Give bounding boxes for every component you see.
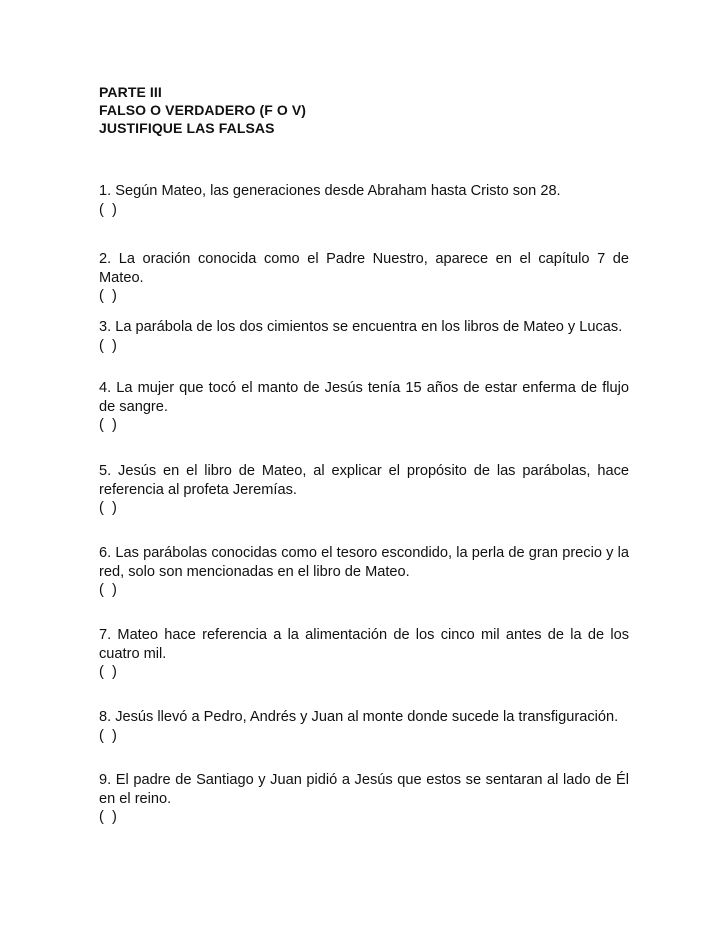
answer-blank[interactable]: ( ) [99, 727, 117, 744]
answer-blank[interactable]: ( ) [99, 417, 117, 433]
question-text: 9. El padre de Santiago y Juan pidió a Jesús que estos se sentaran al lado de Él en el reino. [99, 772, 629, 807]
question-4 [99, 379, 629, 435]
question-text: 5. Jesús en el libro de Mateo, al explicar el propósito de las parábolas, hace referencia al profeta Jeremías. [99, 463, 629, 498]
question-7 [99, 626, 629, 682]
question-text: 4. La mujer que tocó el manto de Jesús tenía 15 años de estar enferma de flujo de sangre. [99, 380, 629, 415]
answer-blank[interactable]: ( ) [99, 809, 117, 825]
section-header [99, 83, 639, 137]
section-instructions: JUSTIFIQUE LAS FALSAS [99, 120, 275, 136]
answer-blank[interactable]: ( ) [99, 664, 117, 680]
question-text: 8. Jesús llevó a Pedro, Andrés y Juan al monte donde sucede la transfiguración. [99, 709, 619, 725]
answer-blank[interactable]: ( ) [99, 201, 117, 218]
question-1 [99, 182, 629, 219]
answer-blank[interactable]: ( ) [99, 500, 117, 516]
question-5 [99, 462, 629, 518]
question-6 [99, 544, 629, 600]
answer-blank[interactable]: ( ) [99, 288, 117, 304]
question-text: 1. Según Mateo, las generaciones desde Abraham hasta Cristo son 28. [99, 183, 561, 199]
answer-blank[interactable]: ( ) [99, 337, 117, 354]
question-text: 7. Mateo hace referencia a la alimentación de los cinco mil antes de la de los cuatro mil. [99, 627, 629, 662]
section-title: PARTE III [99, 84, 162, 100]
question-8 [99, 708, 629, 745]
question-text: 2. La oración conocida como el Padre Nuestro, aparece en el capítulo 7 de Mateo. [99, 251, 629, 286]
answer-blank[interactable]: ( ) [99, 582, 117, 598]
section-subtitle: FALSO O VERDADERO (F O V) [99, 102, 307, 118]
question-2 [99, 250, 629, 306]
question-text: 3. La parábola de los dos cimientos se encuentra en los libros de Mateo y Lucas. [99, 319, 623, 335]
question-text: 6. Las parábolas conocidas como el tesoro escondido, la perla de gran precio y la red, solo son mencionadas en el libro de Mateo. [99, 545, 629, 580]
question-3 [99, 318, 629, 355]
question-9 [99, 771, 629, 827]
